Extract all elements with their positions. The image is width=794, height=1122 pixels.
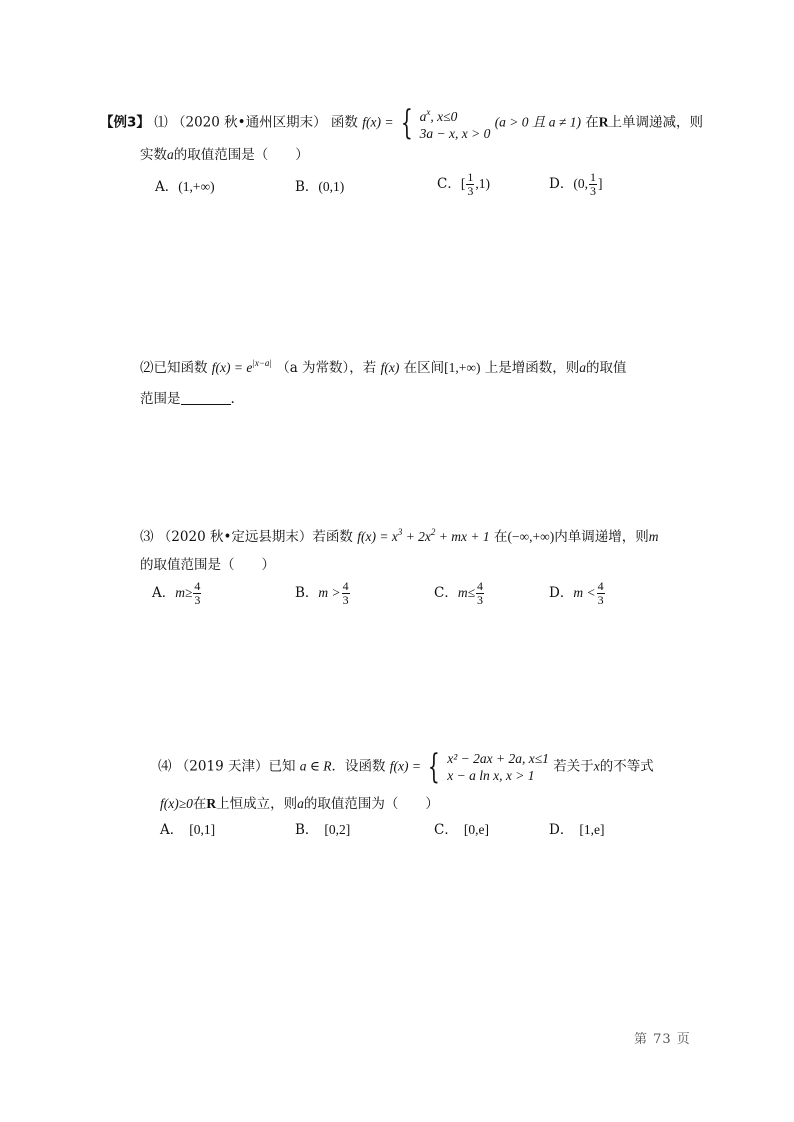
q4-text-1: 已知 <box>268 758 296 775</box>
q2-text-3: 在区间 <box>403 360 445 376</box>
q4-inequality: f(x)≥0 <box>160 796 193 811</box>
q3-option-c[interactable]: C．m≤ $\frac{4}{3}$ <box>434 579 484 607</box>
q4-text-2: ．设函数 <box>331 758 386 775</box>
q4-line2-c: 上恒成立，则 <box>216 796 298 812</box>
q4-source: （2019 天津） <box>175 758 269 775</box>
q1-option-a[interactable]: A．(1,+∞) <box>155 179 215 195</box>
q4-brace: { <box>428 747 441 787</box>
q3-line2 <box>140 553 275 573</box>
q3-line1 <box>140 525 659 545</box>
q1-R: R <box>598 114 609 130</box>
q2-text-4: 上是增函数，则 <box>484 360 580 376</box>
q1-line1 <box>100 104 703 142</box>
q1-case2: 3a − x, x > 0 <box>419 126 491 141</box>
q3-var: m <box>648 529 659 544</box>
q4-fx: f(x) = <box>389 758 422 774</box>
q4-var: x <box>593 758 600 774</box>
q3-source: （2020 秋•定远县期末） <box>157 529 313 545</box>
example-label: 【例3】 <box>100 114 150 131</box>
q4-line1 <box>158 747 654 787</box>
q4-R: R <box>206 796 217 811</box>
q1-option-c[interactable]: C．[ $\frac{1}{3}$ ,1) <box>437 170 490 198</box>
q2-line1 <box>140 356 627 376</box>
q4-line2-b: 在 <box>192 796 207 812</box>
q4-case2: x − a ln x, x > 1 <box>447 768 535 783</box>
q4-text-3: 若关于 <box>553 758 594 775</box>
q1-text-1: 函数 <box>330 114 358 131</box>
q2-answer-blank[interactable] <box>181 392 231 405</box>
q1-fx: f(x) = <box>362 114 394 130</box>
q1-case1: $a^x$, x≤0 <box>419 107 458 124</box>
page-number: 第 73 页 <box>634 1032 691 1047</box>
q2-line2 <box>140 387 235 407</box>
q1-line2 <box>140 143 309 163</box>
q1-number: ⑴ <box>154 114 168 131</box>
q1-line2-a: 实数 <box>140 147 167 163</box>
q2-number: ⑵ <box>140 360 154 376</box>
q4-a-in-R: a ∈ R <box>299 758 332 774</box>
q1-line2-b: 的取值范围是（ ） <box>173 147 309 163</box>
q2-interval: [1,+∞) <box>444 360 481 375</box>
q2-line2-text: 范围是 <box>140 391 181 407</box>
q1-text-2: 在 <box>585 114 599 131</box>
q4-option-c[interactable]: C． [0,e] <box>434 822 489 838</box>
q1-option-b[interactable]: B．(0,1) <box>295 179 345 195</box>
q4-var2: a <box>297 796 304 811</box>
q1-var: a <box>167 147 174 162</box>
q1-brace: { <box>400 103 413 143</box>
q3-interval: (−∞,+∞) <box>507 529 555 544</box>
q2-period: . <box>230 391 235 407</box>
q2-var: a <box>579 360 587 375</box>
q2-text-2: （a 为常数），若 <box>276 360 377 376</box>
q4-number: ⑷ <box>158 758 172 775</box>
q2-text-1: 已知函数 <box>153 360 208 376</box>
q4-cases <box>447 750 549 784</box>
q3-text-1: 若函数 <box>312 529 353 545</box>
q4-line2-d: 的取值范围为（ ） <box>303 796 439 812</box>
q2-fx: $f(x) = e^{|x-a|}$ <box>211 358 272 375</box>
q1-option-d[interactable]: D．(0, $\frac{1}{3}$ ] <box>549 170 603 198</box>
q3-line2-text: 的取值范围是（ ） <box>140 557 275 573</box>
q4-option-b[interactable]: B． [0,2] <box>295 822 351 838</box>
q3-option-d[interactable]: D．m < $\frac{4}{3}$ <box>549 579 604 607</box>
q1-source: （2020 秋•通州区期末） <box>172 114 327 131</box>
q3-number: ⑶ <box>140 529 154 545</box>
q3-text-3: 内单调递增，则 <box>554 529 649 545</box>
q1-cases <box>420 104 491 142</box>
q2-text-5: 的取值 <box>586 360 627 376</box>
q4-text-4: 的不等式 <box>599 758 654 775</box>
q4-option-a[interactable]: A． [0,1] <box>160 822 216 838</box>
q3-fx: $f(x) = x^3 + 2x^2$ + mx + 1 <box>357 527 490 544</box>
q4-option-d[interactable]: D． [1,e] <box>549 822 605 838</box>
q4-case1: x² − 2ax + 2a, x≤1 <box>447 751 549 766</box>
q3-text-2: 在 <box>493 529 508 545</box>
q3-option-a[interactable]: A．m≥ $\frac{4}{3}$ <box>152 579 201 607</box>
q4-line2 <box>160 792 439 812</box>
q1-text-3: 上单调递减，则 <box>608 114 703 131</box>
q2-fx2: f(x) <box>380 360 400 375</box>
q1-condition: (a > 0 且 a ≠ 1) <box>494 114 581 130</box>
q3-option-b[interactable]: B．m > $\frac{4}{3}$ <box>295 579 349 607</box>
